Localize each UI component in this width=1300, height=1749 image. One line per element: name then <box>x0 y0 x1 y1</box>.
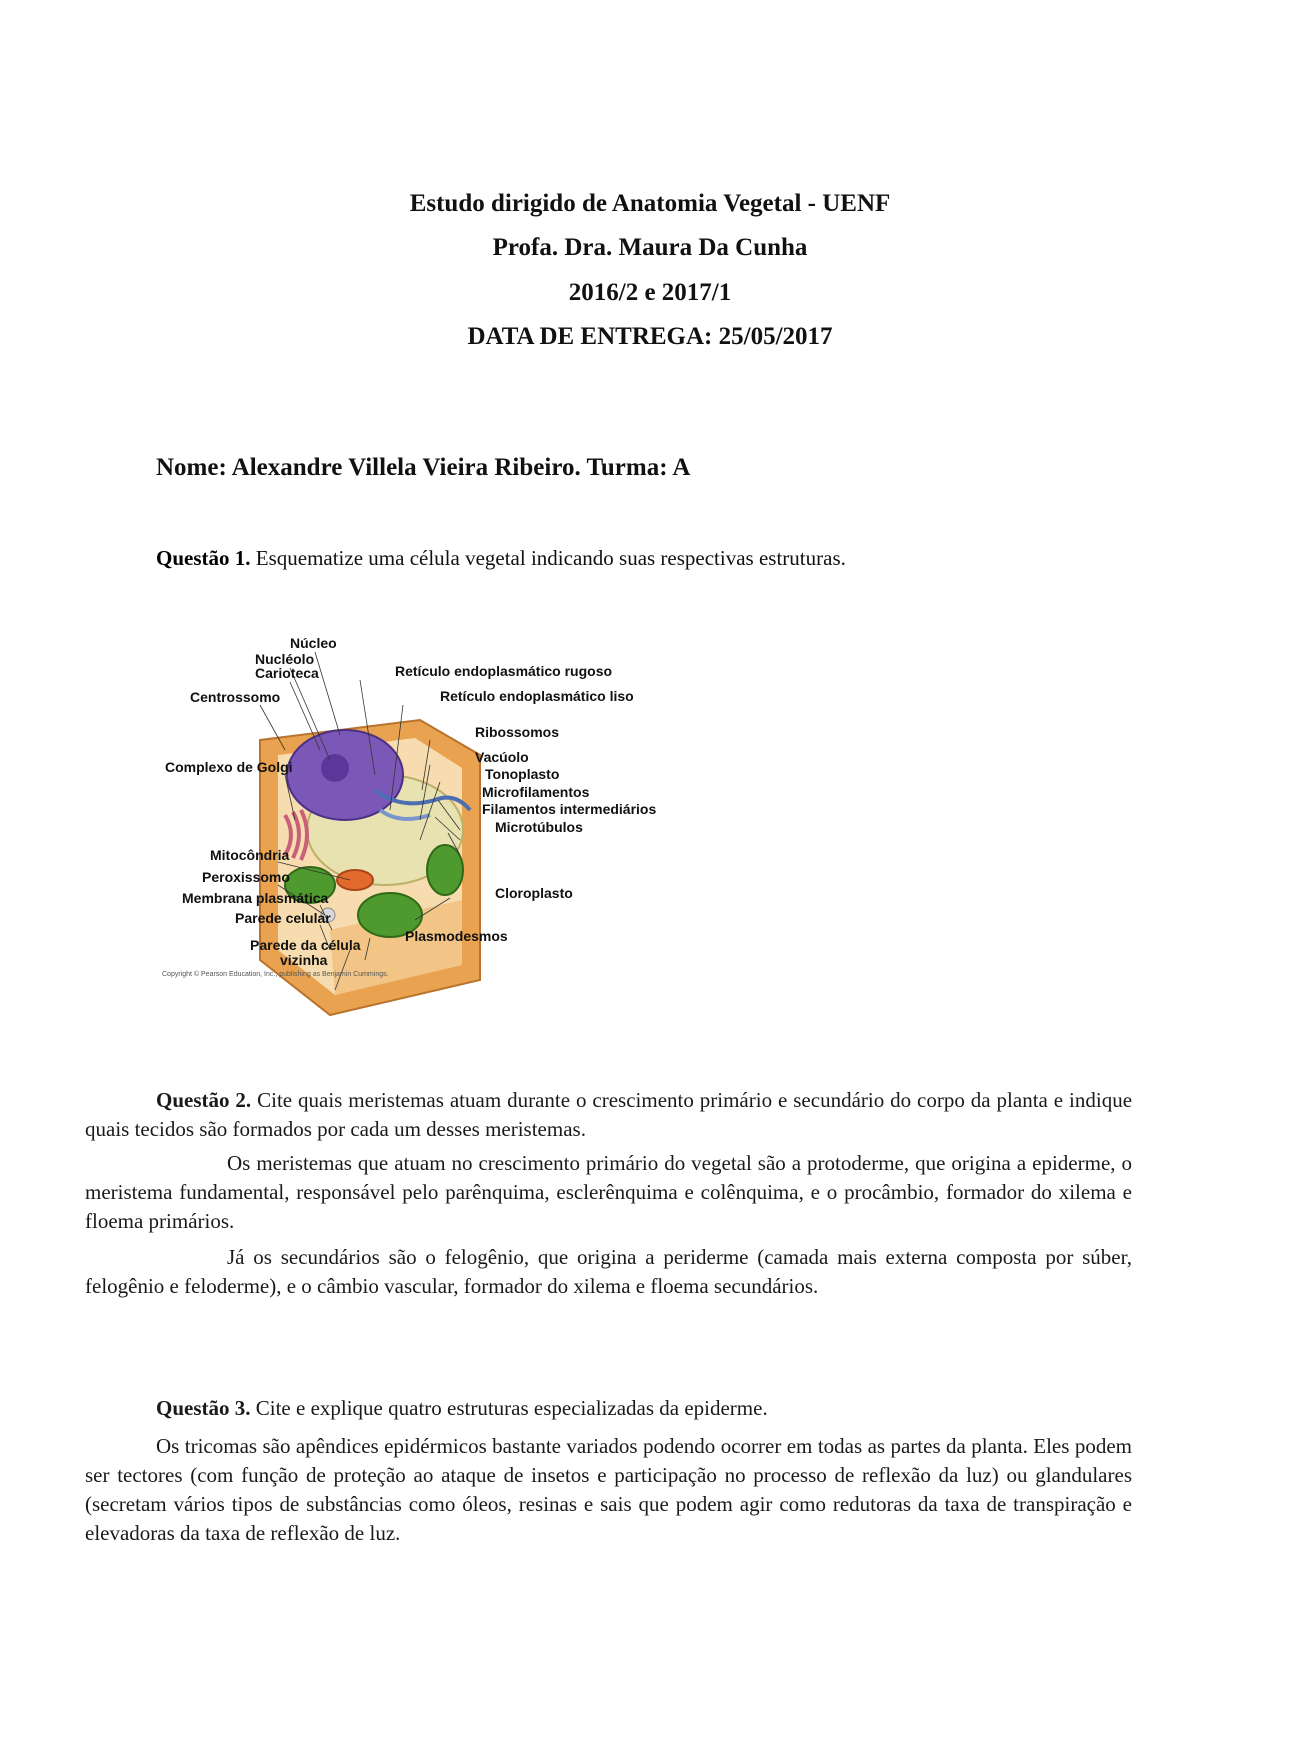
label-plasmodesmos: Plasmodesmos <box>405 928 508 944</box>
label-parede-vizinha-2: vizinha <box>280 952 328 968</box>
figure-copyright: Copyright © Pearson Education, Inc., publishing as Benjamin Cummings. <box>162 971 389 978</box>
plant-cell-illustration <box>160 635 690 1040</box>
label-microtubulos: Microtúbulos <box>495 819 583 835</box>
plant-cell-diagram <box>160 635 690 1040</box>
question-3-answer-1-text: Os tricomas são apêndices epidérmicos bastante variados podendo ocorrer em todas as partes da planta. Eles podem ser tectores (com função de proteção ao ataque de insetos e participação no processo de reflexão da luz) ou glandulares (secretam vários tipos de substâncias como óleos, resinas e sais que podem agir como redutoras da taxa de transpiração e elevadoras da taxa de reflexão de luz. <box>85 1434 1132 1545</box>
label-rer: Retículo endoplasmático rugoso <box>395 663 613 679</box>
label-microfilamentos: Microfilamentos <box>482 784 590 800</box>
question-3-answer-1 <box>85 1432 1132 1548</box>
question-1-label: Questão 1. <box>156 546 251 570</box>
label-parede: Parede celular <box>235 910 331 926</box>
question-3-label: Questão 3. <box>156 1396 251 1420</box>
label-ribossomos: Ribossomos <box>475 724 560 740</box>
question-2-answer-2-text: Já os secundários são o felogênio, que origina a periderme (camada mais externa composta por súber, felogênio e feloderme), e o câmbio vascular, formador do xilema e floema secundários. <box>85 1245 1132 1298</box>
question-2-answer-1 <box>85 1149 1132 1236</box>
label-centrossomo: Centrossomo <box>190 689 281 705</box>
question-1-text: Esquematize uma célula vegetal indicando suas respectivas estruturas. <box>250 546 846 570</box>
label-carioteca: Carioteca <box>255 665 319 681</box>
label-rel: Retículo endoplasmático liso <box>440 688 634 704</box>
label-mitocondria: Mitocôndria <box>210 847 290 863</box>
document-title: Estudo dirigido de Anatomia Vegetal - UENF <box>409 190 891 217</box>
academic-period: 2016/2 e 2017/1 <box>568 279 732 306</box>
question-2-text: Cite quais meristemas atuam durante o crescimento primário e secundário do corpo da planta e indique quais tecidos são formados por cada um desses meristemas. <box>85 1088 1133 1141</box>
label-golgi: Complexo de Golgi <box>165 759 293 775</box>
question-3-text: Cite e explique quatro estruturas especializadas da epiderme. <box>250 1396 768 1420</box>
label-vacuolo: Vacúolo <box>475 749 529 765</box>
professor-name: Profa. Dra. Maura Da Cunha <box>492 234 808 261</box>
question-2-answer-2 <box>85 1243 1132 1301</box>
label-peroxissomo: Peroxissomo <box>202 869 290 885</box>
question-1 <box>156 546 846 571</box>
label-nucleolo: Nucléolo <box>255 651 315 667</box>
nucleolus-shape <box>321 754 349 782</box>
label-parede-vizinha-1: Parede da célula <box>250 937 361 953</box>
question-2-label: Questão 2. <box>156 1088 252 1112</box>
label-nucleo: Núcleo <box>290 635 337 651</box>
mitochondrion-shape <box>337 870 373 890</box>
label-filamentos: Filamentos intermediários <box>482 801 657 817</box>
delivery-date: DATA DE ENTREGA: 25/05/2017 <box>467 323 833 350</box>
question-3 <box>156 1394 1132 1423</box>
label-tonoplasto: Tonoplasto <box>485 766 560 782</box>
label-membrana: Membrana plasmática <box>182 890 329 906</box>
question-2 <box>85 1086 1132 1144</box>
student-name-line: Nome: Alexandre Villela Vieira Ribeiro. Turma: A <box>156 454 691 481</box>
label-cloroplasto: Cloroplasto <box>495 885 573 901</box>
chloroplast-shape-3 <box>427 845 463 895</box>
question-2-answer-1-text: Os meristemas que atuam no crescimento primário do vegetal são a protoderme, que origina a epiderme, o meristema fundamental, responsável pelo parênquima, esclerênquima e colênquima, e o procâmbio, formador do xilema e floema primários. <box>85 1151 1132 1233</box>
